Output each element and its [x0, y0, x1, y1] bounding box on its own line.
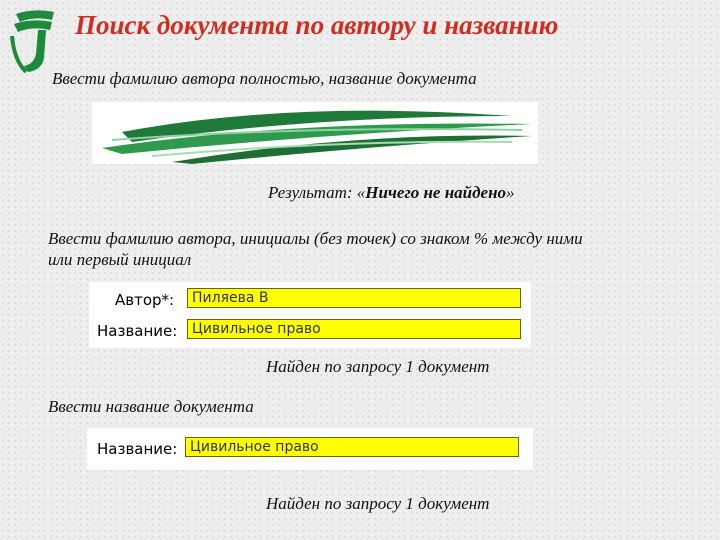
swoosh-decoration	[92, 102, 538, 164]
library-logo-icon	[8, 6, 58, 76]
result-value: Ничего не найдено	[365, 183, 507, 202]
search-form-author-title	[89, 282, 531, 348]
step1-instruction: Ввести фамилию автора полностью, название документа	[52, 69, 477, 88]
result-suffix: »	[506, 183, 515, 202]
decorative-banner	[92, 102, 538, 164]
step3-found-text: Найден по запросу 1 документ	[266, 494, 490, 513]
title-input-2[interactable]: Цивильное право	[185, 437, 519, 457]
step2-found-text: Найден по запросу 1 документ	[266, 357, 490, 376]
title-label: Название:	[97, 322, 178, 340]
title-label-2: Название:	[97, 440, 178, 458]
title-row-2	[87, 437, 533, 461]
title-input[interactable]: Цивильное право	[187, 319, 521, 339]
step1-result	[268, 183, 515, 203]
step2-instruction-line1: Ввести фамилию автора, инициалы (без точек) со знаком % между ними	[48, 229, 583, 248]
author-label: Автор*:	[115, 291, 175, 309]
step2-instruction-line2: или первый инициал	[48, 250, 192, 269]
search-form-title	[87, 428, 533, 470]
step3-instruction: Ввести название документа	[48, 397, 254, 416]
result-prefix: Результат: «	[268, 183, 366, 202]
author-input[interactable]: Пиляева В	[187, 288, 521, 308]
author-row	[89, 288, 531, 312]
page-title: Поиск документа по автору и названию	[75, 10, 559, 40]
title-row	[89, 319, 531, 343]
